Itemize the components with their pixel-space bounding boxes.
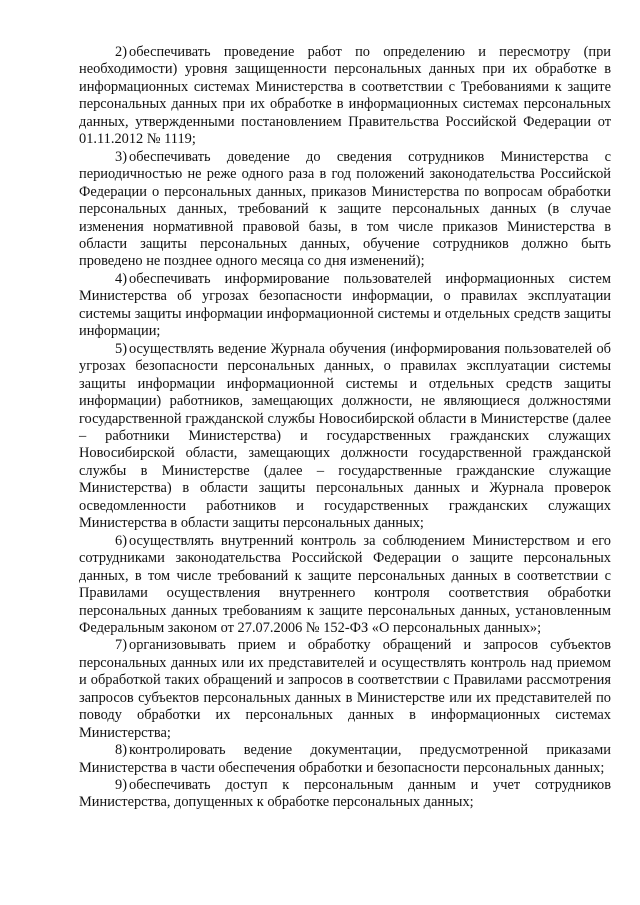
list-item <box>79 533 611 638</box>
list-item <box>79 777 611 812</box>
list-item <box>79 742 611 777</box>
list-item <box>79 44 611 149</box>
item-text: обеспечивать доведение до сведения сотрудников Министерства с периодичностью не реже одного раза в год положений законодательства Российской Федерации о персональных данных, приказов Министерства по вопросам обработки персональных данных, требований к защите персональных данных (в случае изменения нормативной правовой базы, в том числе приказов Министерства в области защиты персональных данных, обучение сотрудников должно быть проведено не позднее одного месяца со дня изменений); <box>79 148 611 270</box>
item-number: 7) <box>115 637 127 654</box>
item-number: 2) <box>115 44 127 60</box>
item-text: осуществлять внутренний контроль за соблюдением Министерством и его сотрудниками законодательства Российской Федерации о защите персональных данных, в том числе требований к защите персональных данных в соответствии с Правилами осуществления внутреннего контроля соответствия обработки персональных данных требованиям к защите персональных данных, установленным Федеральным законом от 27.07.2006 № 152-ФЗ «О персональных данных»; <box>79 532 611 636</box>
list-item <box>79 637 611 742</box>
list-item <box>79 149 611 271</box>
list-item <box>79 341 611 533</box>
list-item <box>79 271 611 341</box>
item-number: 6) <box>115 532 127 549</box>
item-number: 9) <box>115 777 127 794</box>
item-text: обеспечивать информирование пользователей информационных систем Министерства об угрозах безопасности информации, о правилах эксплуатации системы защиты информации информационной системы и отдельных средств защиты информации; <box>79 270 611 340</box>
item-number: 3) <box>115 148 127 165</box>
item-text: контролировать ведение документации, предусмотренной приказами Министерства в части обеспечения обработки и безопасности персональных данных; <box>79 742 611 776</box>
item-text: обеспечивать проведение работ по определению и пересмотру (при необходимости) уровня защищенности персональных данных при их обработке в информационных системах Министерства в соответствии с Требованиями к защите персональных данных при их обработке в информационных системах персональных данных, утвержденными постановлением Правительства Российской Федерации от 01.11.2012 № 1119; <box>79 44 611 148</box>
item-text: осуществлять ведение Журнала обучения (информирования пользователей об угрозах безопасности персональных данных, о правилах эксплуатации системы защиты информации информационной системы и отдельных средств защиты информации) работников, замещающих должности, не являющиеся должностями государственной гражданской службы Новосибирской области в Министерстве (далее – работники Министерства) и государственных гражданских служащих Новосибирской области, замещающих должности государственной гражданской службы в Министерстве (далее – государственные гражданские служащие Министерства) в области защиты персональных данных и Журнала проверок осведомленности работников и государственных гражданских служащих Министерства в области защиты персональных данных; <box>79 340 611 532</box>
item-number: 4) <box>115 270 127 287</box>
item-number: 8) <box>115 742 127 759</box>
item-text: организовывать прием и обработку обращений и запросов субъектов персональных данных или их представителей и осуществлять контроль над приемом и обработкой таких обращений и запросов в соответствии с Правилами рассмотрения запросов субъектов персональных данных в Министерстве или их представителей по поводу обработки их персональных данных в информационных системах Министерства; <box>79 637 611 741</box>
item-text: обеспечивать доступ к персональным данным и учет сотрудников Министерства, допущенных к обработке персональных данных; <box>79 777 611 811</box>
item-number: 5) <box>115 340 127 357</box>
document-body <box>79 44 611 812</box>
